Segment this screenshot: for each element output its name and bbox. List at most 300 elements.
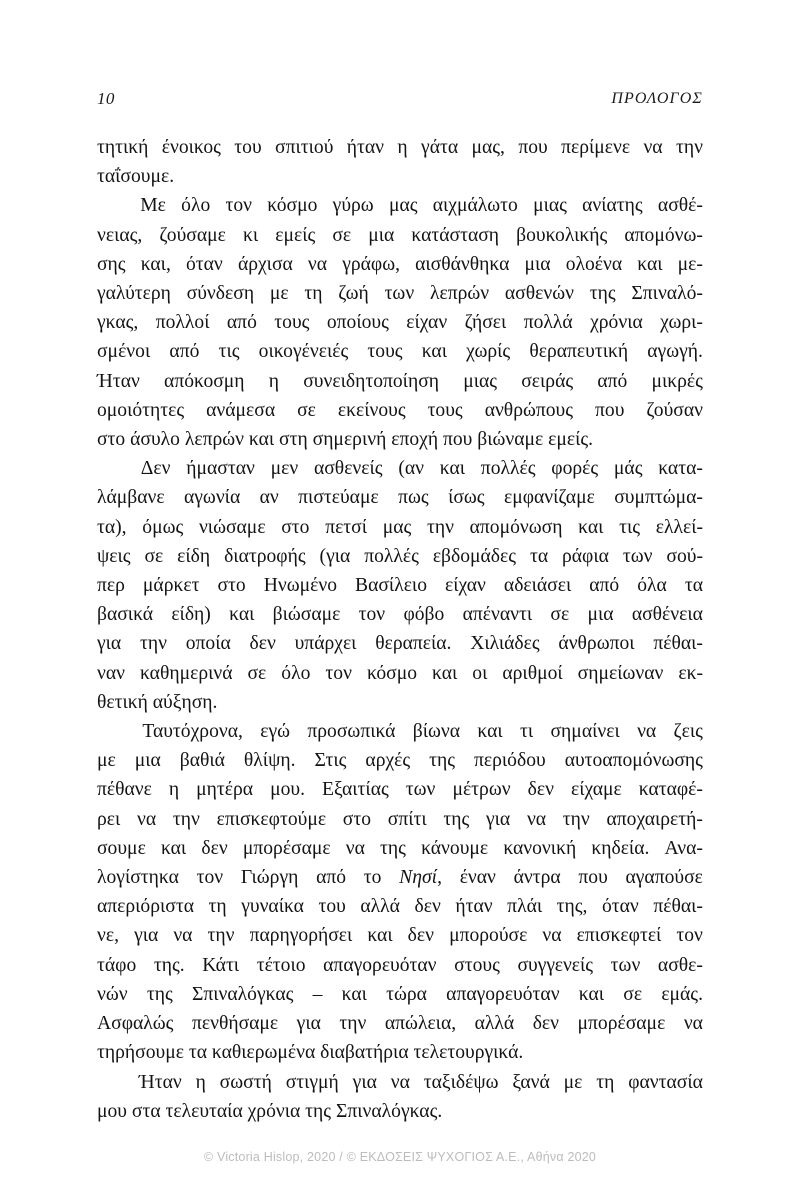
word: κατα- bbox=[658, 458, 703, 480]
word: αγαπούσε bbox=[625, 867, 703, 889]
word: ολοένα bbox=[565, 253, 623, 275]
word: μια bbox=[587, 604, 614, 626]
word: εβδομάδες bbox=[432, 545, 517, 567]
word: αγωγή. bbox=[647, 341, 703, 363]
word: γύρω bbox=[332, 195, 374, 217]
text-line bbox=[97, 454, 703, 483]
word: νε, bbox=[97, 925, 119, 947]
word: – bbox=[312, 983, 323, 1005]
word: Ηνωμένο bbox=[263, 575, 338, 597]
word: και bbox=[432, 662, 458, 684]
word: της, bbox=[556, 896, 588, 918]
word: πετσί bbox=[325, 516, 368, 538]
word: Σπιναλόγκας bbox=[191, 983, 294, 1005]
word: των bbox=[405, 779, 436, 801]
word: σε bbox=[623, 983, 643, 1005]
word: τώρα bbox=[386, 983, 427, 1005]
text-line bbox=[97, 337, 703, 366]
text-line bbox=[97, 250, 703, 279]
word: απομόνωση bbox=[469, 516, 563, 538]
word: κι bbox=[242, 224, 259, 246]
word: άρχισα bbox=[237, 253, 293, 275]
word: και bbox=[160, 837, 187, 859]
word: για bbox=[296, 1013, 321, 1035]
text-line bbox=[97, 513, 703, 542]
word: δεν bbox=[527, 779, 554, 801]
paragraph bbox=[97, 454, 703, 717]
word: οικογένειές bbox=[258, 341, 349, 363]
word: σημαίνει bbox=[550, 721, 620, 743]
word: επισκεφτεί bbox=[576, 925, 662, 947]
word: καταφέ- bbox=[638, 779, 703, 801]
word: συνειδητοποίηση bbox=[303, 370, 440, 392]
word: βιώσαμε bbox=[272, 604, 341, 626]
text-line: ταΐσουμε. bbox=[97, 166, 175, 188]
running-head-title: ΠΡΟΛΟΓΟΣ bbox=[611, 90, 703, 107]
word: ήταν bbox=[455, 896, 493, 918]
word: μεν bbox=[270, 458, 299, 480]
word: βαθιά bbox=[179, 750, 225, 772]
word: περ bbox=[97, 575, 125, 597]
word: τους bbox=[274, 312, 310, 334]
word: μέτρων bbox=[452, 779, 511, 801]
word: μου. bbox=[270, 779, 306, 801]
word: νειας, bbox=[97, 224, 143, 246]
word: μας, bbox=[471, 137, 505, 158]
word: εγώ bbox=[260, 721, 291, 743]
word: Με bbox=[140, 195, 166, 217]
text-line bbox=[97, 775, 703, 804]
italic-title: Νησί bbox=[399, 867, 438, 889]
word: χρόνια bbox=[590, 312, 643, 334]
word: στο bbox=[342, 808, 372, 830]
word: Γιώργη bbox=[240, 867, 299, 889]
word: αισθάνθηκα bbox=[415, 253, 510, 275]
word: και, bbox=[140, 253, 171, 275]
word: να bbox=[637, 721, 657, 743]
word: τη bbox=[304, 283, 323, 305]
word: ράφια bbox=[562, 545, 609, 567]
word: την bbox=[207, 925, 235, 947]
first-line-indent bbox=[97, 717, 125, 746]
word: σε bbox=[247, 662, 267, 684]
word: με bbox=[97, 750, 116, 772]
word: ασθενών bbox=[504, 283, 574, 305]
word: περίμενε bbox=[561, 137, 631, 158]
word: και bbox=[229, 604, 255, 626]
word: σημείωναν bbox=[577, 662, 664, 684]
word: οποία bbox=[185, 633, 231, 655]
word: σμένοι bbox=[97, 341, 151, 363]
text-line bbox=[97, 571, 703, 600]
word: συγγενείς bbox=[517, 954, 594, 976]
word: στους bbox=[454, 954, 500, 976]
word: την bbox=[426, 516, 454, 538]
word: μια bbox=[134, 750, 161, 772]
word: όλο bbox=[281, 662, 311, 684]
word: κανονική bbox=[503, 837, 577, 859]
word: εκ- bbox=[678, 662, 703, 684]
word: ασθέ- bbox=[657, 195, 703, 217]
word: λογίστηκα bbox=[97, 867, 179, 889]
word: απαγορευόταν bbox=[323, 954, 437, 976]
word: και bbox=[367, 925, 393, 947]
text-line bbox=[97, 717, 703, 746]
word: είδη bbox=[177, 545, 211, 567]
word: δεν bbox=[414, 896, 441, 918]
word: η bbox=[195, 1071, 206, 1093]
text-line bbox=[97, 600, 703, 629]
word: κάνουμε bbox=[421, 837, 489, 859]
word: ξανά bbox=[512, 1071, 550, 1093]
word: από bbox=[597, 370, 628, 392]
word: τη bbox=[208, 896, 227, 918]
word: πολλές bbox=[364, 545, 419, 567]
word: υπάρχει bbox=[294, 633, 357, 655]
word: τητική bbox=[97, 137, 149, 158]
word: εμφανίζαμε bbox=[503, 487, 595, 509]
word: πενθήσαμε bbox=[191, 1013, 279, 1035]
word: είχαν bbox=[406, 312, 448, 334]
text-line bbox=[97, 1009, 703, 1038]
word: τάφο bbox=[97, 954, 137, 976]
word: με bbox=[269, 283, 289, 305]
word: να bbox=[643, 137, 663, 158]
word: της bbox=[443, 808, 470, 830]
word: άνθρωποι bbox=[558, 633, 635, 655]
word: αλλά bbox=[474, 1013, 515, 1035]
word: κόσμο bbox=[267, 195, 318, 217]
word: κόσμο bbox=[366, 662, 418, 684]
text-line bbox=[97, 834, 703, 863]
word: ζούσαμε bbox=[159, 224, 226, 246]
word: όλα bbox=[637, 575, 667, 597]
word: σουμε bbox=[97, 837, 146, 859]
word: απεριόριστα bbox=[97, 896, 194, 918]
word: πλάι bbox=[507, 896, 543, 918]
word: πέθαι- bbox=[653, 896, 703, 918]
word: δεν bbox=[407, 925, 434, 947]
word: για bbox=[352, 1071, 377, 1093]
word: να bbox=[345, 837, 365, 859]
body-text bbox=[97, 133, 703, 1126]
word: με bbox=[563, 1071, 583, 1093]
word: τέτοιο bbox=[256, 954, 306, 976]
word: λεπρών bbox=[429, 283, 490, 305]
word: Χιλιάδες bbox=[470, 633, 540, 655]
word: ασθε- bbox=[657, 954, 703, 976]
word: τη bbox=[596, 1071, 615, 1093]
word: πολλά bbox=[523, 312, 573, 334]
word: βουκολικής bbox=[516, 224, 608, 246]
text-line bbox=[97, 542, 703, 571]
word: η bbox=[168, 779, 180, 801]
word: ίσως bbox=[448, 487, 485, 509]
word: τα), bbox=[97, 516, 127, 538]
copyright-line: © Victoria Hislop, 2020 / © ΕΚΔΟΣΕΙΣ ΨΥΧΟΓΙΟΣ Α.Ε., Αθήνα 2020 bbox=[203, 1150, 597, 1164]
word: σπιτιού bbox=[275, 137, 334, 158]
word: χωρίς bbox=[466, 341, 511, 363]
word: είδη) bbox=[171, 604, 211, 626]
first-line-indent bbox=[97, 454, 125, 483]
word: στο bbox=[281, 516, 310, 538]
word: απέναντι bbox=[462, 604, 533, 626]
word: τους bbox=[427, 399, 463, 421]
word: περιόδου bbox=[474, 750, 546, 772]
word: ναν bbox=[97, 662, 125, 684]
word: ασθένεια bbox=[631, 604, 703, 626]
word: γαλύτερη bbox=[97, 283, 171, 305]
word: να bbox=[307, 253, 328, 275]
word: κηδεία. bbox=[591, 837, 650, 859]
word: και bbox=[477, 721, 503, 743]
text-line bbox=[97, 367, 703, 396]
text-line bbox=[97, 191, 703, 220]
word: ομοιότητες bbox=[97, 399, 185, 421]
word: χωρι- bbox=[660, 312, 703, 334]
word: την bbox=[675, 137, 703, 158]
word: (για bbox=[319, 545, 351, 567]
word: αρχές bbox=[365, 750, 411, 772]
word: που bbox=[595, 399, 625, 421]
text-line bbox=[97, 746, 703, 775]
word: αλλά bbox=[360, 896, 400, 918]
word: οι bbox=[472, 662, 488, 684]
word: όλο bbox=[181, 195, 211, 217]
word: κατάσταση bbox=[411, 224, 500, 246]
word: αδειάσει bbox=[503, 575, 572, 597]
text-line bbox=[97, 279, 703, 308]
word: φαντασία bbox=[628, 1071, 703, 1093]
word: ήταν bbox=[346, 137, 385, 158]
word: μιας bbox=[463, 370, 498, 392]
word: η bbox=[268, 370, 280, 392]
word: να bbox=[173, 925, 193, 947]
word: Εξαιτίας bbox=[322, 779, 389, 801]
word: σωστή bbox=[219, 1071, 272, 1093]
word: τους bbox=[367, 341, 403, 363]
word: της bbox=[429, 750, 456, 772]
word: πως bbox=[398, 487, 429, 509]
word: σού- bbox=[666, 545, 703, 567]
word: ασθενείς bbox=[313, 458, 383, 480]
word: τις bbox=[619, 516, 641, 538]
running-head bbox=[97, 86, 703, 112]
word: βασικά bbox=[97, 604, 154, 626]
word: μια bbox=[368, 224, 395, 246]
word: έναν bbox=[459, 867, 496, 889]
word: γκας, bbox=[97, 312, 139, 334]
word: αιχμάλωτο bbox=[432, 195, 518, 217]
word: η bbox=[397, 137, 408, 158]
text-line bbox=[97, 863, 703, 892]
word: να bbox=[390, 1071, 410, 1093]
word: της bbox=[380, 837, 406, 859]
word: ένοικος bbox=[161, 137, 221, 158]
word: που bbox=[518, 137, 548, 158]
word: μας bbox=[382, 516, 412, 538]
word: ζεις bbox=[673, 721, 703, 743]
word: από bbox=[226, 312, 257, 334]
word: που bbox=[578, 867, 608, 889]
word: ψεις bbox=[97, 545, 131, 567]
word: να bbox=[683, 1013, 703, 1035]
word: απαγορευόταν bbox=[446, 983, 560, 1005]
word: σπίτι bbox=[387, 808, 427, 830]
word: φορές bbox=[551, 458, 599, 480]
word: την bbox=[339, 1013, 367, 1035]
word: στιγμή bbox=[285, 1071, 339, 1093]
word: και bbox=[578, 983, 605, 1005]
word: μπορέσαμε bbox=[577, 1013, 666, 1035]
word: με- bbox=[677, 253, 703, 275]
word: σε bbox=[297, 399, 316, 421]
word: αγωνία bbox=[184, 487, 241, 509]
paragraph bbox=[97, 1068, 703, 1126]
word: Ήταν bbox=[138, 1071, 182, 1093]
text-line bbox=[97, 396, 703, 425]
word: τις bbox=[218, 341, 240, 363]
word: ζήσει bbox=[464, 312, 507, 334]
text-line bbox=[97, 951, 703, 980]
paragraph bbox=[97, 133, 703, 191]
word: μάς bbox=[613, 458, 643, 480]
word: θεραπεία. bbox=[375, 633, 452, 655]
word: να bbox=[137, 808, 157, 830]
word: Βασίλειο bbox=[355, 575, 427, 597]
first-line-indent bbox=[97, 191, 125, 220]
word: για bbox=[134, 925, 159, 947]
word: ρει bbox=[97, 808, 121, 830]
word: σε bbox=[550, 604, 570, 626]
word: δεν bbox=[532, 1013, 560, 1035]
word: των bbox=[610, 954, 641, 976]
word: του bbox=[318, 896, 346, 918]
word: ζούσαν bbox=[646, 399, 703, 421]
word: συμπτώμα- bbox=[614, 487, 703, 509]
word: είχαν bbox=[445, 575, 486, 597]
word: από bbox=[589, 575, 620, 597]
text-line: τηρήσουμε τα καθιερωμένα διαβατήρια τελετουργικά. bbox=[97, 1042, 524, 1064]
text-line bbox=[97, 1068, 703, 1097]
word: μπορούσε bbox=[449, 925, 528, 947]
word: μάρκετ bbox=[142, 575, 200, 597]
word: μητέρα bbox=[196, 779, 254, 801]
word: δεν bbox=[249, 633, 276, 655]
word: δεν bbox=[201, 837, 228, 859]
word: απόκοσμη bbox=[164, 370, 245, 392]
word: για bbox=[486, 808, 511, 830]
word: και bbox=[439, 458, 466, 480]
word: την bbox=[562, 808, 590, 830]
word: ανίατης bbox=[582, 195, 643, 217]
word: Κάτι bbox=[202, 954, 240, 976]
word: πέθανε bbox=[97, 779, 152, 801]
word: και bbox=[578, 516, 604, 538]
word: Δεν bbox=[140, 458, 171, 480]
word: διατροφής bbox=[224, 545, 306, 567]
word: θεραπευτική bbox=[529, 341, 629, 363]
text-line: μου στα τελευταία χρόνια της Σπιναλόγκας. bbox=[97, 1100, 443, 1122]
word: απώλεια, bbox=[384, 1013, 457, 1035]
word: τι bbox=[520, 721, 534, 743]
word: τον bbox=[196, 867, 224, 889]
word: Ασφαλώς bbox=[97, 1013, 174, 1035]
word: βίωνα bbox=[412, 721, 461, 743]
word: εμάς. bbox=[661, 983, 703, 1005]
word: όταν bbox=[601, 896, 639, 918]
word: απομόνω- bbox=[624, 224, 703, 246]
word: επισκεφτούμε bbox=[216, 808, 327, 830]
word: μας bbox=[388, 195, 418, 217]
word: από bbox=[169, 341, 200, 363]
word: εκείνους bbox=[337, 399, 406, 421]
text-line: στο άσυλο λεπρών και στη σημερινή εποχή που βιώναμε εμείς. bbox=[97, 429, 594, 451]
word: για bbox=[97, 633, 122, 655]
word: σειράς bbox=[521, 370, 574, 392]
word: της bbox=[146, 983, 173, 1005]
word: καθημερινά bbox=[139, 662, 233, 684]
word: τον bbox=[358, 604, 386, 626]
word: πολλοί bbox=[155, 312, 210, 334]
word: προσωπικά bbox=[307, 721, 396, 743]
word: άντρα bbox=[513, 867, 561, 889]
word: θλίψη. bbox=[243, 750, 296, 772]
word: γάτα bbox=[421, 137, 459, 158]
word: πολλές bbox=[480, 458, 536, 480]
page-number: 10 bbox=[97, 89, 115, 108]
text-line bbox=[97, 629, 703, 658]
paragraph bbox=[97, 717, 703, 1067]
word: αυτοαπομόνωσης bbox=[564, 750, 703, 772]
word: των bbox=[384, 283, 415, 305]
word: είχαμε bbox=[570, 779, 622, 801]
word: όταν bbox=[186, 253, 223, 275]
word: ήμασταν bbox=[186, 458, 255, 480]
word: το bbox=[363, 867, 382, 889]
word: αν bbox=[259, 487, 279, 509]
word: και bbox=[637, 253, 663, 275]
word: στο bbox=[217, 575, 246, 597]
word: και bbox=[421, 341, 447, 363]
word: των bbox=[622, 545, 653, 567]
word: μια bbox=[524, 253, 551, 275]
text-line bbox=[97, 483, 703, 512]
word: αποχαιρετή- bbox=[606, 808, 703, 830]
word: λάμβανε bbox=[97, 487, 165, 509]
first-line-indent bbox=[97, 1068, 125, 1097]
word: τον bbox=[676, 925, 703, 947]
word: γράφω, bbox=[342, 253, 400, 275]
word: τα bbox=[529, 545, 549, 567]
word: σε bbox=[332, 224, 352, 246]
footer bbox=[0, 1150, 800, 1164]
word: οποίους bbox=[326, 312, 389, 334]
word: αριθμοί bbox=[502, 662, 563, 684]
word: μικρές bbox=[651, 370, 703, 392]
word: νιώσαμε bbox=[198, 516, 266, 538]
word: και bbox=[341, 983, 367, 1005]
word: Ταυτόχρονα, bbox=[142, 721, 243, 743]
word: πέθαι- bbox=[653, 633, 703, 655]
word: παρηγορήσει bbox=[249, 925, 353, 947]
word: της bbox=[589, 283, 616, 305]
word: νών bbox=[97, 983, 128, 1005]
word: Στις bbox=[314, 750, 347, 772]
word: ταξιδέψω bbox=[423, 1071, 499, 1093]
word: της. bbox=[153, 954, 185, 976]
word: την bbox=[139, 633, 167, 655]
